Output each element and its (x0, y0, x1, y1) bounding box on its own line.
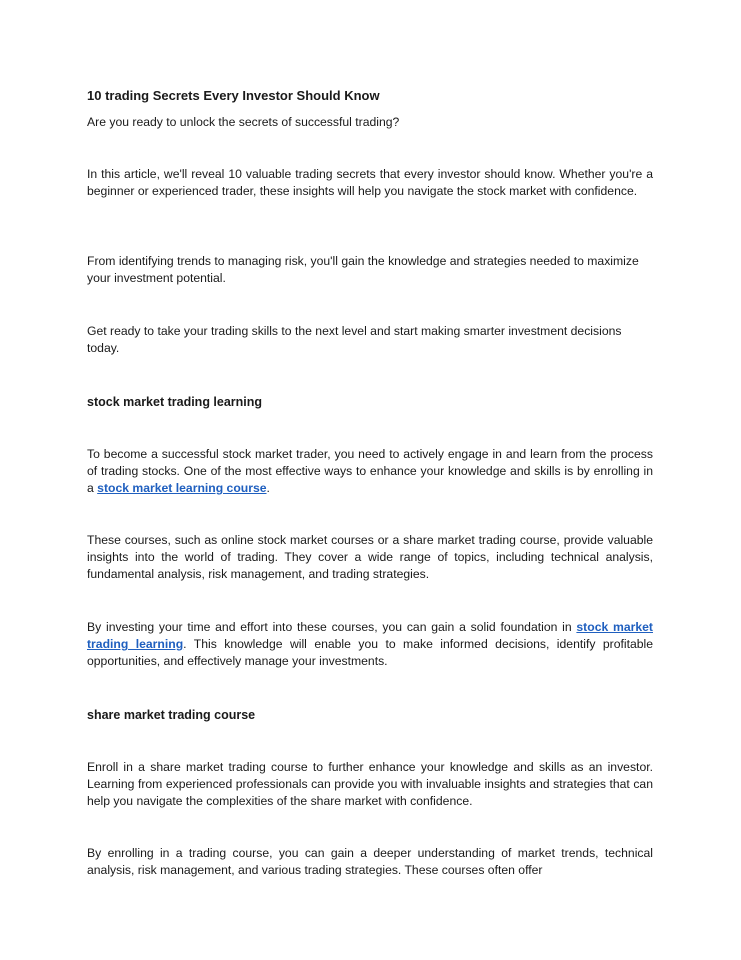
section1-p3-text: By investing your time and effort into these courses, you can gain a solid foundation in (87, 620, 577, 634)
section-heading-share-market: share market trading course (87, 708, 256, 722)
section1-paragraph-2: These courses, such as online stock market courses or a share market trading course, provide valuable insights into the world of trading. They cover a wide range of topics, including technical analysis, fundamental analysis, risk management, and trading strategies. (87, 533, 653, 581)
section1-p3-end: . This knowledge will enable you to make informed decisions, identify profitable opportunities, and effectively manage your investments. (87, 637, 653, 668)
paragraph-3: Get ready to take your trading skills to the next level and start making smarter investment decisions today. (87, 324, 622, 355)
section2-paragraph-2: By enrolling in a trading course, you can gain a deeper understanding of market trends, technical analysis, risk management, and various trading strategies. These courses often offer (87, 846, 653, 877)
document-title: 10 trading Secrets Every Investor Should Know (87, 88, 380, 103)
section1-p1-end: . (266, 481, 270, 495)
stock-market-learning-course-link[interactable]: stock market learning course (97, 481, 267, 495)
paragraph-2: From identifying trends to managing risk, you'll gain the knowledge and strategies needed to maximize your investment potential. (87, 254, 639, 285)
section-heading-stock-market: stock market trading learning (87, 395, 263, 409)
section1-paragraph-3 (87, 619, 653, 670)
paragraph-1: In this article, we'll reveal 10 valuable trading secrets that every investor should know. Whether you're a beginner or experienced trader, these insights will help you navigate the stock market with confidence. (87, 167, 653, 198)
section1-p1-text: To become a successful stock market trader, you need to actively engage in and learn from the process of trading stocks. One of the most effective ways to enhance your knowledge and skills is by enrolling in a (87, 447, 653, 495)
intro-paragraph: Are you ready to unlock the secrets of successful trading? (87, 115, 400, 129)
stock-market-trading-learning-link[interactable]: stock market trading learning (87, 620, 653, 651)
section1-paragraph-1 (87, 446, 653, 497)
section2-paragraph-1: Enroll in a share market trading course to further enhance your knowledge and skills as an investor. Learning from experienced professionals can provide you with invaluable insights and strategies that can help you navigate the complexities of the share market with confidence. (87, 760, 653, 808)
